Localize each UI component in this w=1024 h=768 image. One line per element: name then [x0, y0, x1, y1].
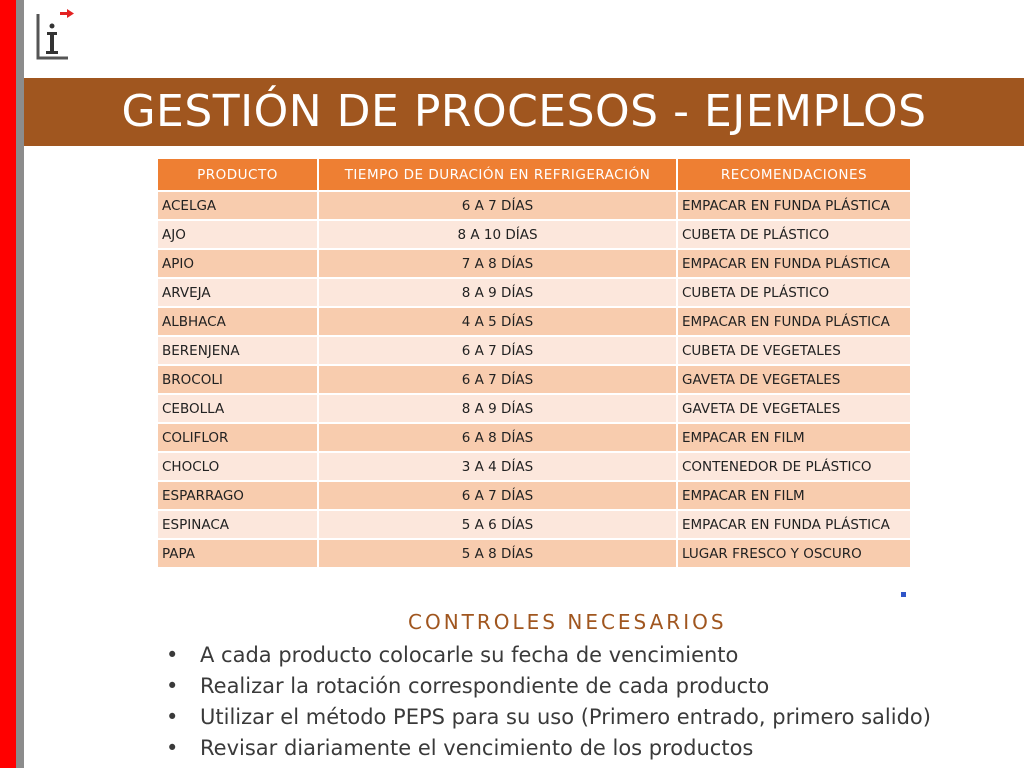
cell-producto: COLIFLOR — [157, 423, 318, 452]
cell-producto: ESPINACA — [157, 510, 318, 539]
cell-tiempo: 5 A 6 DÍAS — [318, 510, 677, 539]
list-item — [166, 640, 931, 671]
table-row — [157, 191, 911, 220]
cell-producto: ESPARRAGO — [157, 481, 318, 510]
cell-tiempo: 6 A 7 DÍAS — [318, 191, 677, 220]
table-row — [157, 423, 911, 452]
cell-producto: BERENJENA — [157, 336, 318, 365]
table-row — [157, 249, 911, 278]
bullet-icon: • — [166, 674, 179, 698]
cell-tiempo: 8 A 9 DÍAS — [318, 278, 677, 307]
list-item-text: A cada producto colocarle su fecha de vencimiento — [200, 643, 739, 667]
table-row — [157, 481, 911, 510]
list-item — [166, 733, 931, 764]
bullet-icon: • — [166, 643, 179, 667]
table-row — [157, 510, 911, 539]
table-row — [157, 452, 911, 481]
list-item-text: Utilizar el método PEPS para su uso (Primero entrado, primero salido) — [200, 705, 931, 729]
table-row — [157, 307, 911, 336]
controls-list — [166, 640, 931, 764]
cell-producto: ALBHACA — [157, 307, 318, 336]
table-row — [157, 336, 911, 365]
list-item-text: Realizar la rotación correspondiente de cada producto — [200, 674, 770, 698]
table-row — [157, 539, 911, 568]
cell-tiempo: 6 A 7 DÍAS — [318, 481, 677, 510]
bullet-icon: • — [166, 705, 179, 729]
cell-producto: CHOCLO — [157, 452, 318, 481]
cell-tiempo: 4 A 5 DÍAS — [318, 307, 677, 336]
slide-title: GESTIÓN DE PROCESOS - EJEMPLOS — [121, 86, 927, 137]
cell-tiempo: 8 A 10 DÍAS — [318, 220, 677, 249]
list-item — [166, 671, 931, 702]
list-item-text: Revisar diariamente el vencimiento de los productos — [200, 736, 754, 760]
cell-tiempo: 5 A 8 DÍAS — [318, 539, 677, 568]
cell-recomendacion: GAVETA DE VEGETALES — [677, 394, 911, 423]
left-red-bar — [0, 0, 16, 768]
products-table — [156, 157, 912, 569]
controls-title: CONTROLES NECESARIOS — [408, 610, 727, 634]
header-tiempo: TIEMPO DE DURACIÓN EN REFRIGERACIÓN — [318, 158, 677, 191]
table-row — [157, 394, 911, 423]
cell-tiempo: 3 A 4 DÍAS — [318, 452, 677, 481]
cell-tiempo: 8 A 9 DÍAS — [318, 394, 677, 423]
header-recomendaciones: RECOMENDACIONES — [677, 158, 911, 191]
cell-tiempo: 6 A 7 DÍAS — [318, 336, 677, 365]
cell-tiempo: 6 A 7 DÍAS — [318, 365, 677, 394]
table-header-row — [157, 158, 911, 191]
cell-recomendacion: CUBETA DE VEGETALES — [677, 336, 911, 365]
cell-producto: ARVEJA — [157, 278, 318, 307]
cell-producto: BROCOLI — [157, 365, 318, 394]
list-item — [166, 702, 931, 733]
table-resize-handle[interactable] — [901, 592, 906, 597]
title-band — [24, 78, 1024, 146]
cell-recomendacion: EMPACAR EN FILM — [677, 423, 911, 452]
left-gray-bar — [16, 0, 24, 768]
info-i-logo-icon — [34, 8, 78, 64]
table-row — [157, 278, 911, 307]
cell-producto: AJO — [157, 220, 318, 249]
header-producto: PRODUCTO — [157, 158, 318, 191]
cell-recomendacion: CONTENEDOR DE PLÁSTICO — [677, 452, 911, 481]
cell-producto: CEBOLLA — [157, 394, 318, 423]
table-row — [157, 220, 911, 249]
cell-recomendacion: EMPACAR EN FUNDA PLÁSTICA — [677, 307, 911, 336]
bullet-icon: • — [166, 736, 179, 760]
cell-producto: ACELGA — [157, 191, 318, 220]
cell-recomendacion: GAVETA DE VEGETALES — [677, 365, 911, 394]
cell-producto: APIO — [157, 249, 318, 278]
cell-recomendacion: CUBETA DE PLÁSTICO — [677, 278, 911, 307]
cell-recomendacion: EMPACAR EN FILM — [677, 481, 911, 510]
cell-recomendacion: EMPACAR EN FUNDA PLÁSTICA — [677, 510, 911, 539]
cell-producto: PAPA — [157, 539, 318, 568]
cell-recomendacion: EMPACAR EN FUNDA PLÁSTICA — [677, 249, 911, 278]
cell-recomendacion: CUBETA DE PLÁSTICO — [677, 220, 911, 249]
cell-tiempo: 6 A 8 DÍAS — [318, 423, 677, 452]
cell-recomendacion: LUGAR FRESCO Y OSCURO — [677, 539, 911, 568]
cell-tiempo: 7 A 8 DÍAS — [318, 249, 677, 278]
cell-recomendacion: EMPACAR EN FUNDA PLÁSTICA — [677, 191, 911, 220]
table-row — [157, 365, 911, 394]
